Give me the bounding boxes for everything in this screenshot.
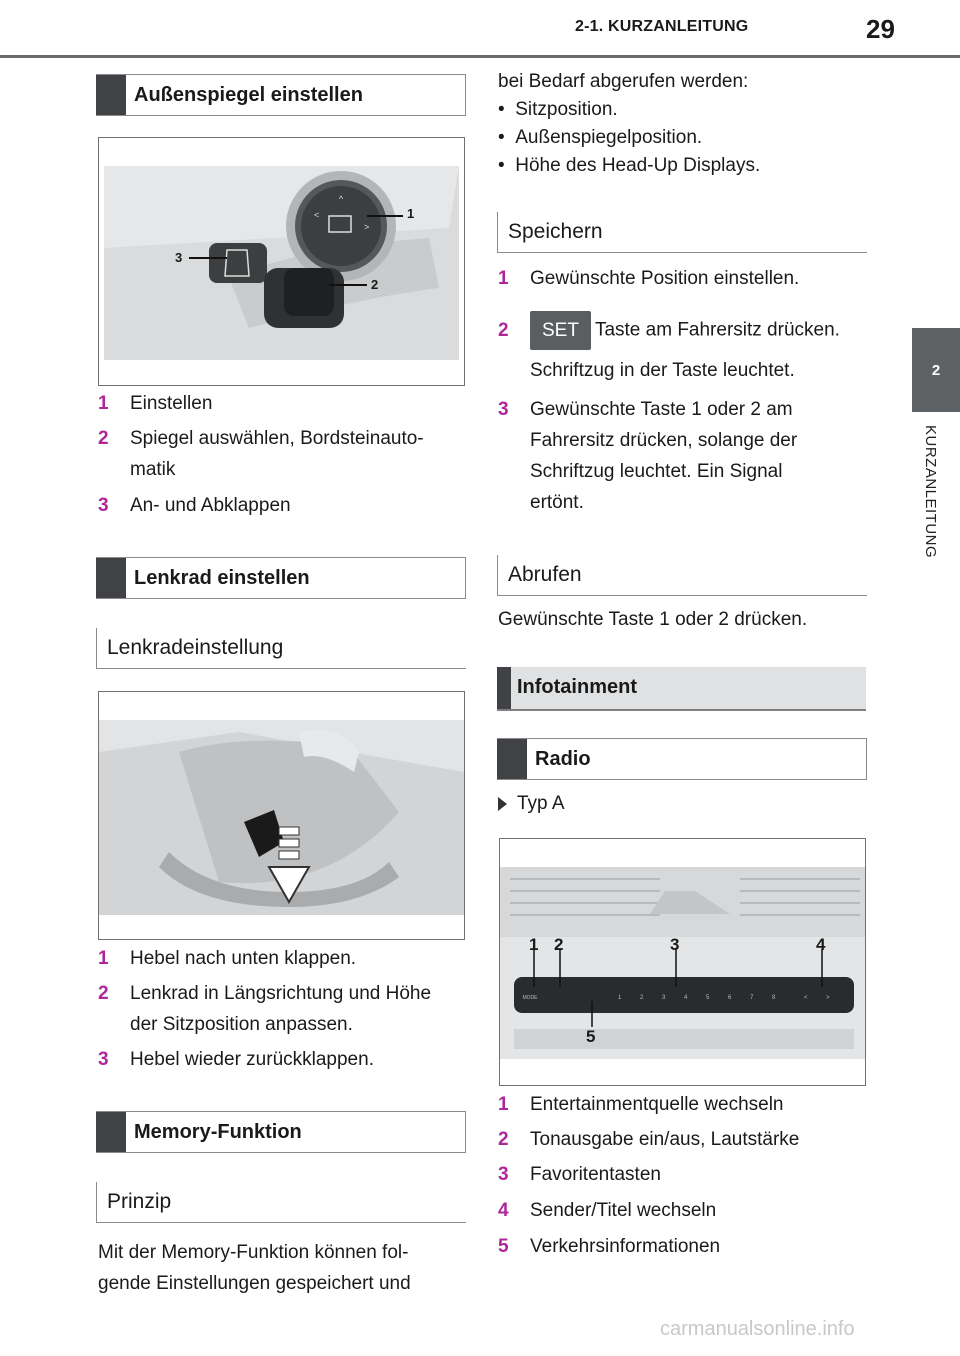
svg-text:4: 4 [684, 995, 688, 1001]
callout-1: 1 [529, 935, 539, 954]
svg-text:MODE: MODE [522, 995, 538, 1001]
memory-paragraph-continued: bei Bedarf abgerufen werden: [498, 71, 749, 92]
recall-text: Gewünschte Taste 1 oder 2 drücken. [498, 609, 808, 630]
svg-text:>: > [826, 995, 830, 1001]
callout-3: 3 [175, 250, 183, 265]
radio-type: Typ A [498, 788, 868, 819]
svg-text:3: 3 [662, 995, 666, 1001]
svg-text:<: < [314, 210, 320, 220]
memory-paragraph: Mit der Memory-Funktion können fol- gende Einstellungen gespeichert und [98, 1242, 411, 1294]
callout-2: 2 [554, 935, 564, 954]
steering-step-3: 3 Hebel wieder zurückklappen. [98, 1049, 374, 1070]
callout-5: 5 [586, 1027, 596, 1046]
svg-text:8: 8 [772, 995, 776, 1001]
mirror-step-3: 3 An- und Abklappen [98, 495, 291, 516]
section-heading-memory: Memory-Funktion [96, 1111, 466, 1153]
svg-text:6: 6 [728, 995, 732, 1001]
save-step-3: 3 Gewünschte Taste 1 oder 2 am Fahrersitz drücken, solange der Schriftzug leuchtet. Ein Signal ertönt. [498, 399, 798, 513]
callout-3: 3 [670, 935, 680, 954]
header-rule [0, 55, 960, 58]
mirror-step-1: 1 Einstellen [98, 393, 213, 414]
chapter-tab[interactable]: 2 [912, 328, 960, 412]
subheading-recall: Abrufen [497, 555, 867, 596]
section-heading-radio: Radio [497, 738, 867, 780]
svg-text:7: 7 [750, 995, 754, 1001]
mirror-control-figure [98, 137, 465, 386]
radio-item-3: 3 Favoritentasten [498, 1164, 661, 1185]
triangle-bullet-icon [498, 797, 507, 811]
callout-2: 2 [371, 277, 379, 292]
list-item: • Höhe des Head-Up Displays. [498, 155, 761, 176]
memory-bullet-list [498, 96, 868, 180]
save-step-2: 2 SET Taste am Fahrersitz drücken. Schriftzug in der Taste leuchtet. [498, 311, 868, 386]
radio-panel-figure [499, 838, 866, 1086]
svg-text:>: > [364, 222, 370, 232]
svg-text:2: 2 [640, 995, 644, 1001]
radio-item-2: 2 Tonausgabe ein/aus, Lautstärke [498, 1129, 800, 1150]
subheading-principle: Prinzip [96, 1182, 466, 1223]
subheading-steering-adjust: Lenkradeinstellung [96, 628, 466, 669]
steering-lever-figure [98, 691, 465, 940]
list-item: • Außenspiegelposition. [498, 127, 703, 148]
radio-item-4: 4 Sender/Titel wechseln [498, 1200, 717, 1221]
svg-text:^: ^ [338, 194, 344, 204]
steering-step-2: 2 Lenkrad in Längsrichtung und Höhe der Sitzposition anpassen. [98, 983, 432, 1035]
section-heading-steering: Lenkrad einstellen [96, 557, 466, 599]
svg-text:1: 1 [618, 995, 622, 1001]
radio-item-1: 1 Entertainmentquelle wechseln [498, 1094, 784, 1115]
section-heading-infotainment: Infotainment [497, 667, 866, 711]
set-key-icon: SET [530, 311, 591, 350]
mirror-step-2: 2 Spiegel auswählen, Bordsteinauto- matik [98, 428, 424, 480]
svg-text:<: < [804, 995, 808, 1001]
list-item: • Sitzposition. [498, 99, 618, 120]
watermark: carmanualsonline.info [660, 1318, 855, 1340]
save-step-1: 1 Gewünschte Position einstellen. [498, 268, 800, 289]
chapter-side-label: KURZANLEITUNG [922, 425, 939, 559]
page-number: 29 [866, 14, 895, 44]
svg-text:5: 5 [706, 995, 710, 1001]
callout-1: 1 [407, 206, 415, 221]
radio-item-5: 5 Verkehrsinformationen [498, 1236, 721, 1257]
chapter-title: 2-1. KURZANLEITUNG [575, 18, 749, 35]
section-heading-mirror: Außenspiegel einstellen [96, 74, 466, 116]
subheading-save: Speichern [497, 212, 867, 253]
steering-step-1: 1 Hebel nach unten klappen. [98, 948, 357, 969]
callout-4: 4 [816, 935, 826, 954]
